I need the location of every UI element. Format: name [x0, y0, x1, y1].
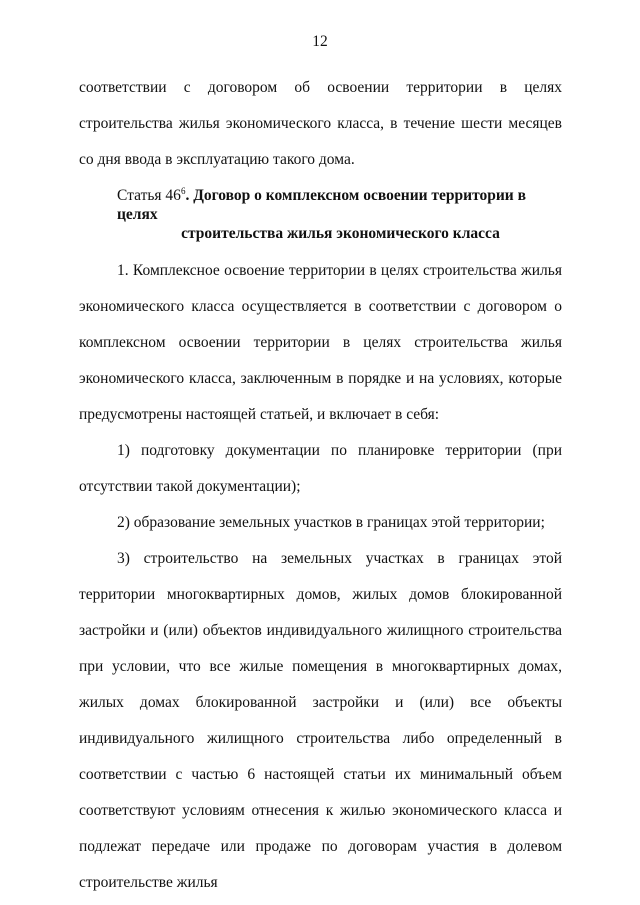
paragraph-1: 1. Комплексное освоение территории в целях строительства жилья экономического класса осуществляется в соответствии с договором о комплексном освоении территории в целях строительства жилья экономического класса, заключенным в порядке и на условиях, которые предусмотрены настоящей статьей, и включает в себя:: [79, 262, 562, 423]
paragraph-4: 3) строительство на земельных участках в границах этой территории многоквартирных домов, жилых домов блокированной застройки и (или) объектов индивидуального жилищного строительства при условии, что все жилые помещения в многоквартирных домах, жилых домах блокированной застройки и (или) все объекты индивидуального жилищного строительства либо определенный в соответствии с частью 6 настоящей статьи их минимальный объем соответствуют условиям отнесения к жилью экономического класса и подлежат передаче или продаже по договорам участия в долевом строительстве жилья: [79, 550, 562, 891]
article-heading-line-1: [79, 186, 562, 224]
continued-paragraph: соответствии с договором об освоении территории в целях строительства жилья экономического класса, в течение шести месяцев со дня ввода в эксплуатацию такого дома.: [79, 79, 562, 168]
article-superscript: 6: [180, 185, 186, 196]
page-number: 12: [312, 33, 328, 50]
article-number: Статья 46: [117, 187, 181, 204]
paragraph-2: 1) подготовку документации по планировке территории (при отсутствии такой документации);: [79, 442, 562, 495]
paragraph-3: 2) образование земельных участков в границах этой территории;: [117, 514, 545, 531]
article-title-part-2: строительства жилья экономического класса: [181, 225, 500, 242]
article-heading: [79, 186, 562, 243]
document-body: [79, 70, 562, 901]
article-title-part-1: . Договор о комплексном освоении территории в целях: [117, 187, 526, 223]
